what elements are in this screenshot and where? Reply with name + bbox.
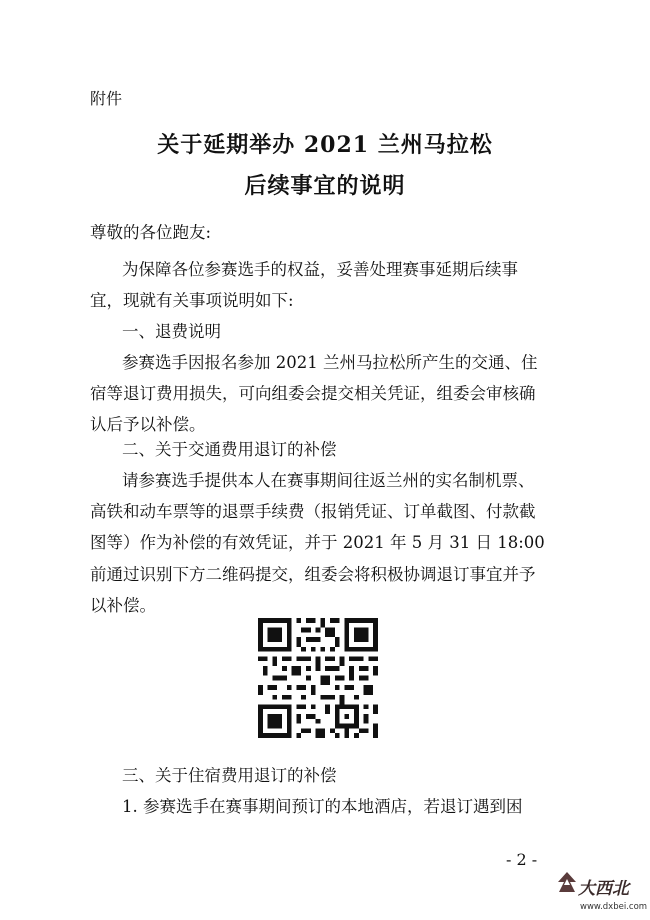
intro-line: 宜，现就有关事项说明如下: (90, 291, 294, 310)
page-number: - 2 - (506, 850, 538, 869)
watermark-text: 大西北 (578, 879, 629, 899)
paragraph-line: 请参赛选手提供本人在赛事期间往返兰州的实名制机票、 (122, 471, 535, 490)
document-title-line2: 后续事宜的说明 (244, 173, 406, 199)
section-heading-refund: 一、退费说明 (122, 322, 221, 341)
watermark-url: www.dxbei.com (580, 902, 648, 912)
paragraph-line: 图等）作为补偿的有效凭证，并于 2021 年 5 月 31 日 18:00 (90, 533, 545, 552)
paragraph-line: 认后予以补偿。 (90, 415, 206, 434)
document-title-line1: 关于延期举办 2021 兰州马拉松 (157, 132, 493, 158)
paragraph-line: 参赛选手因报名参加 2021 兰州马拉松所产生的交通、住 (122, 353, 538, 372)
paragraph-line: 1. 参赛选手在赛事期间预订的本地酒店，若退订遇到困 (122, 797, 523, 816)
paragraph-line: 高铁和动车票等的退票手续费（报销凭证、订单截图、付款截 (90, 502, 536, 521)
intro-line: 为保障各位参赛选手的权益，妥善处理赛事延期后续事 (122, 260, 518, 279)
paragraph-line: 以补偿。 (90, 596, 156, 615)
paragraph-line: 宿等退订费用损失，可向组委会提交相关凭证，组委会审核确 (90, 384, 536, 403)
section-heading-accommodation: 三、关于住宿费用退订的补偿 (122, 766, 337, 785)
watermark-emblem-icon (556, 870, 578, 900)
salutation: 尊敬的各位跑友: (90, 223, 212, 242)
qr-code[interactable] (258, 618, 378, 738)
paragraph-line: 前通过识别下方二维码提交，组委会将积极协调退订事宜并予 (90, 565, 536, 584)
section-heading-transport: 二、关于交通费用退订的补偿 (122, 440, 337, 459)
attachment-label: 附件 (90, 89, 123, 108)
watermark-logo (556, 868, 646, 918)
